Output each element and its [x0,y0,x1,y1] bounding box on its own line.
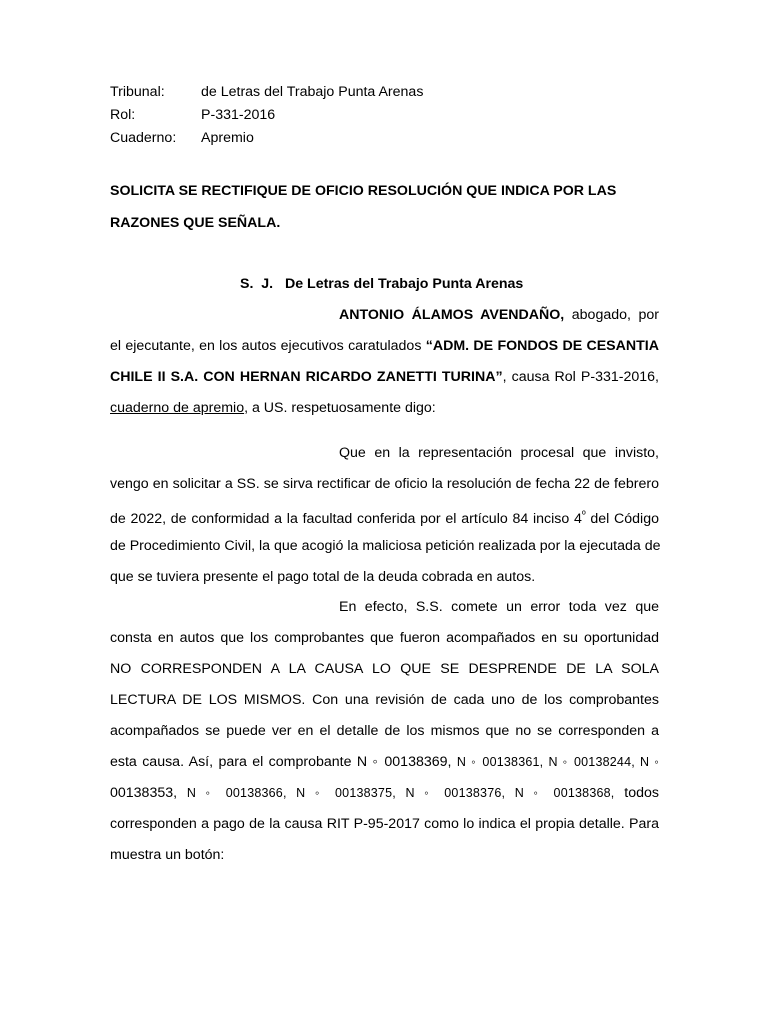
text-span: , causa Rol P-331-2016, [502,369,659,385]
paragraph-line: muestra un botón: [110,847,225,863]
text-span: abogado, por [571,307,659,323]
header-label: Cuaderno: [110,130,177,146]
case-name: CHILE II S.A. CON HERNAN RICARDO ZANETTI TURINA” [110,369,503,385]
paragraph-line [110,362,659,393]
paragraph-line: de Procedimiento Civil, la que acogió la maliciosa petición realizada por la ejecutada de [110,538,661,554]
document-title-line-2: RAZONES QUE SEÑALA. [110,215,281,231]
paragraph-line: LECTURA DE LOS MISMOS. Con una revisión de cada uno de los comprobantes [110,692,659,708]
salutation: S. J. De Letras del Trabajo Punta Arenas [240,276,524,292]
superscript: º [581,510,586,521]
paragraph-line [110,331,659,362]
paragraph-line: vengo en solicitar a SS. se sirva rectificar de oficio la resolución de fecha 22 de febrero [110,476,659,492]
paragraph-line [110,778,659,809]
header-label: Rol: [110,107,136,123]
paragraph-intro [110,300,659,424]
case-header [110,81,670,150]
paragraph-error [110,592,659,871]
paragraph-line: acompañados se puede ver en el detalle de los mismos que no se corresponden a [110,723,659,739]
paragraph-line [110,393,659,424]
paragraph-line: que se tuviera presente el pago total de la deuda cobrada en autos. [110,569,536,585]
text-span: del Código [585,511,659,527]
paragraph-line: corresponden a pago de la causa RIT P-95-2017 como lo indica el propia detalle. Para [110,816,659,832]
document-title-line-1: SOLICITA SE RECTIFIQUE DE OFICIO RESOLUCIÓN QUE INDICA POR LAS [110,183,617,199]
lawyer-name: ANTONIO ÁLAMOS AVENDAÑO, [339,307,565,323]
case-name: “ADM. DE FONDOS DE CESANTIA [425,338,659,354]
paragraph-line: consta en autos que los comprobantes que fueron acompañados en su oportunidad [110,630,659,646]
receipt-numbers: N ◦ 00138361, N ◦ 00138244, N ◦ [456,755,659,769]
header-value: de Letras del Trabajo Punta Arenas [201,84,424,100]
text-span: de 2022, de conformidad a la facultad conferida por el artículo 84 inciso 4 [110,511,582,527]
header-label: Tribunal: [110,84,165,100]
text-span: el ejecutante, en los autos ejecutivos caratulados [110,338,422,354]
underlined-text: cuaderno de apremio [110,400,245,416]
text-span: esta causa. Así, para el comprobante N ◦ 00138369, [110,754,452,770]
paragraph-line [110,747,659,778]
text-span: todos [624,785,659,801]
paragraph-line: NO CORRESPONDEN A LA CAUSA LO QUE SE DESPRENDE DE LA SOLA [110,661,659,677]
text-span: , a US. respetuosamente digo: [244,400,436,416]
paragraph-line [110,500,659,531]
paragraph-line: En efecto, S.S. comete un error toda vez que [339,599,659,615]
header-value: Apremio [201,130,254,146]
receipt-numbers: N ◦ 00138366, N ◦ 00138375, N ◦ 00138376, N ◦ 00138368, [186,786,615,800]
header-row-tribunal [110,81,670,104]
text-span: 00138353, [110,785,178,801]
paragraph-line: Que en la representación procesal que invisto, [339,445,659,461]
paragraph-request [110,438,659,593]
header-row-rol [110,104,670,127]
header-row-cuaderno [110,127,670,150]
paragraph-line [110,300,659,331]
header-value: P-331-2016 [201,107,276,123]
